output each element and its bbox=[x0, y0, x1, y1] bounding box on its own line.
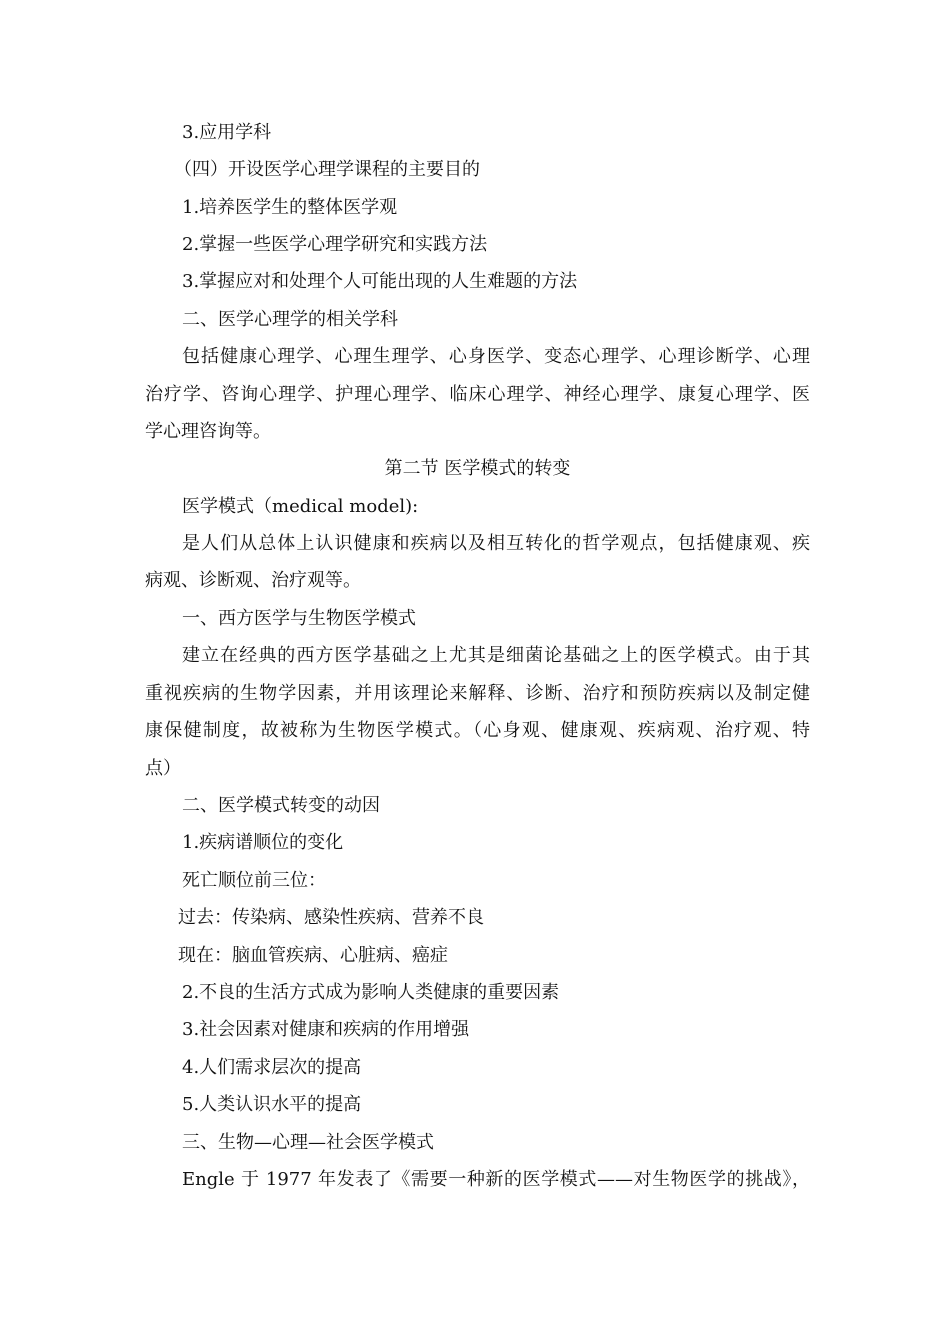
paragraph-line: 是人们从总体上认识健康和疾病以及相互转化的哲学观点，包括健康观、疾 bbox=[182, 533, 810, 554]
text-line: 5.人类认识水平的提高 bbox=[182, 1094, 362, 1115]
paragraph-line: 建立在经典的西方医学基础之上尤其是细菌论基础之上的医学模式。由于其 bbox=[182, 645, 810, 666]
text-line: 3.应用学科 bbox=[182, 122, 272, 143]
paragraph-line: 治疗学、咨询心理学、护理心理学、临床心理学、神经心理学、康复心理学、医 bbox=[145, 384, 810, 405]
paragraph-line: Engle 于 1977 年发表了《需要一种新的医学模式——对生物医学的挑战》， bbox=[182, 1169, 810, 1190]
text-line: 3.掌握应对和处理个人可能出现的人生难题的方法 bbox=[182, 271, 578, 292]
text-line: 过去：传染病、感染性疾病、营养不良 bbox=[178, 907, 484, 928]
paragraph-line: 重视疾病的生物学因素，并用该理论来解释、诊断、治疗和预防疾病以及制定健 bbox=[145, 683, 810, 704]
text-line: 1.培养医学生的整体医学观 bbox=[182, 197, 398, 218]
text-line: 2.不良的生活方式成为影响人类健康的重要因素 bbox=[182, 982, 560, 1003]
text-line: 现在：脑血管疾病、心脏病、癌症 bbox=[178, 945, 448, 966]
paragraph-line: 病观、诊断观、治疗观等。 bbox=[145, 570, 361, 591]
paragraph-line: 康保健制度，故被称为生物医学模式。（心身观、健康观、疾病观、治疗观、特 bbox=[145, 720, 810, 741]
text-line: 1.疾病谱顺位的变化 bbox=[182, 832, 344, 853]
paragraph-line: 学心理咨询等。 bbox=[145, 421, 271, 442]
text-line: 2.掌握一些医学心理学研究和实践方法 bbox=[182, 234, 488, 255]
text-line: 医学模式（medical model): bbox=[182, 496, 419, 517]
section-heading: 一、西方医学与生物医学模式 bbox=[182, 608, 416, 629]
paragraph-line: 点） bbox=[145, 758, 181, 779]
text-line: 3.社会因素对健康和疾病的作用增强 bbox=[182, 1019, 470, 1040]
section-heading: 三、生物—心理—社会医学模式 bbox=[182, 1132, 434, 1153]
section-heading: 二、医学模式转变的动因 bbox=[182, 795, 380, 816]
text-line: 死亡顺位前三位： bbox=[182, 870, 326, 891]
section-heading: 二、医学心理学的相关学科 bbox=[182, 309, 398, 330]
chapter-heading: 第二节 医学模式的转变 bbox=[384, 458, 571, 479]
section-heading: （四）开设医学心理学课程的主要目的 bbox=[174, 159, 480, 180]
paragraph-line: 包括健康心理学、心理生理学、心身医学、变态心理学、心理诊断学、心理 bbox=[182, 346, 810, 367]
text-line: 4.人们需求层次的提高 bbox=[182, 1057, 362, 1078]
